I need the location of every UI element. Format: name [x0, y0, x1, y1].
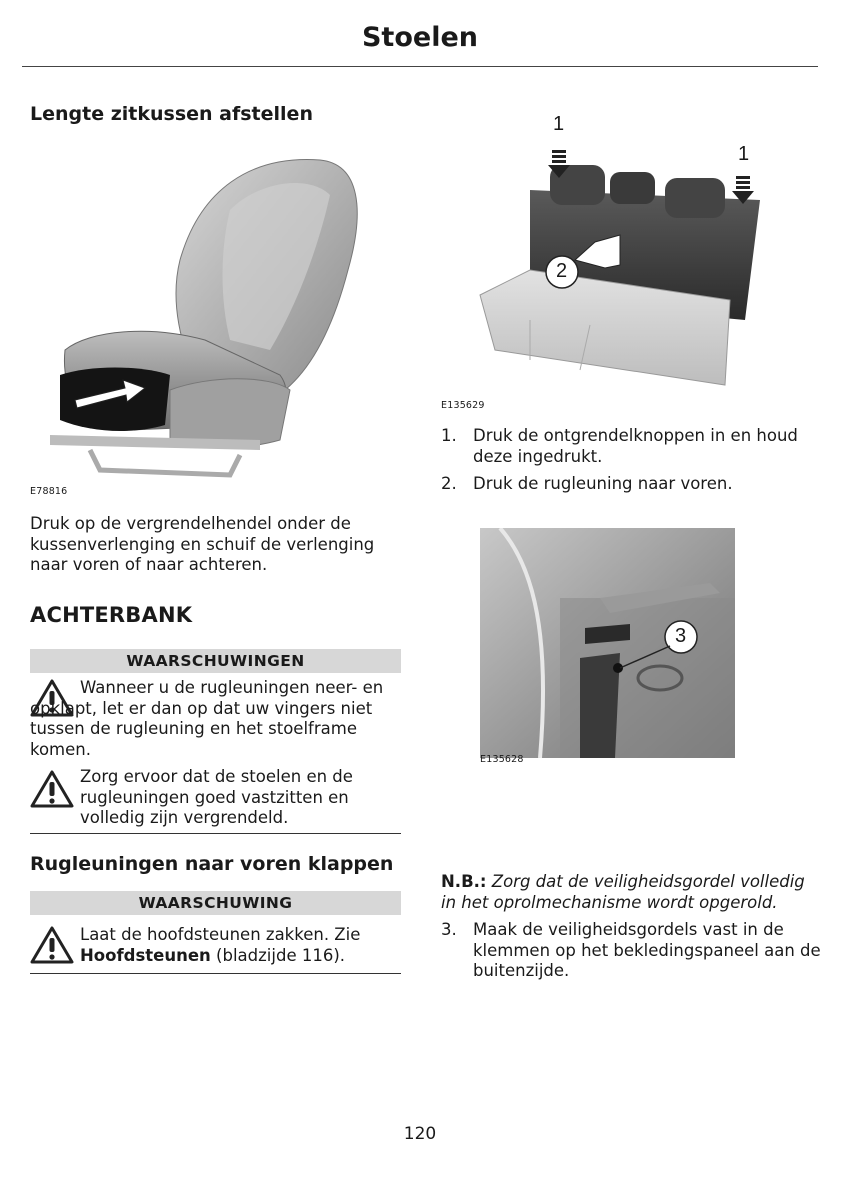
note-label: N.B.:	[441, 872, 487, 891]
warning-text-fingers: Wanneer u de rugleuningen neer- en opklapt, let er dan op dat uw vingers niet tussen de rugleuning en het stoelframe komen.	[30, 678, 384, 759]
seat-cushion-illustration	[30, 150, 400, 490]
warning-triangle-icon	[30, 770, 74, 808]
step-text: Druk de ontgrendelknoppen in en houd deze ingedrukt.	[473, 426, 798, 466]
seatbelt-clip-illustration	[480, 528, 735, 758]
step-item	[441, 920, 821, 982]
warning-title-bar: WAARSCHUWING	[30, 891, 401, 915]
step-text: Druk de rugleuning naar voren.	[473, 474, 733, 493]
section-heading-fold-backrests: Rugleuningen naar voren klappen	[30, 853, 394, 875]
steps-list-2	[441, 920, 821, 989]
rear-bench-illustration	[470, 150, 770, 400]
page-title: Stoelen	[361, 22, 478, 53]
note-text: Zorg dat de veiligheidsgordel volledig in het oprolmechanisme wordt opgerold.	[441, 872, 805, 912]
warning-text: Laat de hoofdsteunen zakken. Zie	[80, 925, 361, 944]
step-number: 1.	[441, 426, 457, 445]
callout-3: 3	[675, 625, 687, 647]
step-number: 2.	[441, 474, 457, 493]
header-rule	[22, 66, 818, 67]
callout-1: 1	[738, 143, 750, 165]
page-reference: (bladzijde 116).	[210, 945, 346, 965]
section-heading-seat-cushion: Lengte zitkussen afstellen	[30, 103, 313, 125]
seat-cushion-instructions: Druk op de vergrendelhendel onder de kussenverlenging en schuif de verlenging naar voren of naar achteren.	[30, 514, 375, 574]
headrests-link[interactable]: Hoofdsteunen	[80, 945, 211, 965]
warning-text-headrests	[80, 925, 402, 966]
step-item	[441, 426, 821, 467]
steps-list	[441, 426, 821, 502]
warnings-title-bar: WAARSCHUWINGEN	[30, 649, 401, 673]
divider	[30, 833, 401, 834]
section-heading-rear-bench: ACHTERBANK	[30, 603, 193, 627]
callout-2: 2	[556, 260, 568, 282]
page-number: 120	[403, 1124, 437, 1144]
warning-text-locked: Zorg ervoor dat de stoelen en de rugleuningen goed vastzitten en volledig zijn vergrendeld.	[80, 767, 353, 827]
divider	[30, 973, 401, 974]
callout-1: 1	[553, 113, 565, 135]
warning-triangle-icon	[30, 926, 74, 964]
figure-code: E135628	[480, 754, 524, 765]
step-text: Maak de veiligheidsgordels vast in de klemmen op het bekledingspaneel aan de buitenzijde.	[473, 920, 821, 980]
step-item	[441, 474, 821, 495]
note	[441, 872, 821, 913]
figure-code: E135629	[441, 400, 485, 411]
step-number: 3.	[441, 920, 457, 939]
figure-code: E78816	[30, 486, 68, 497]
